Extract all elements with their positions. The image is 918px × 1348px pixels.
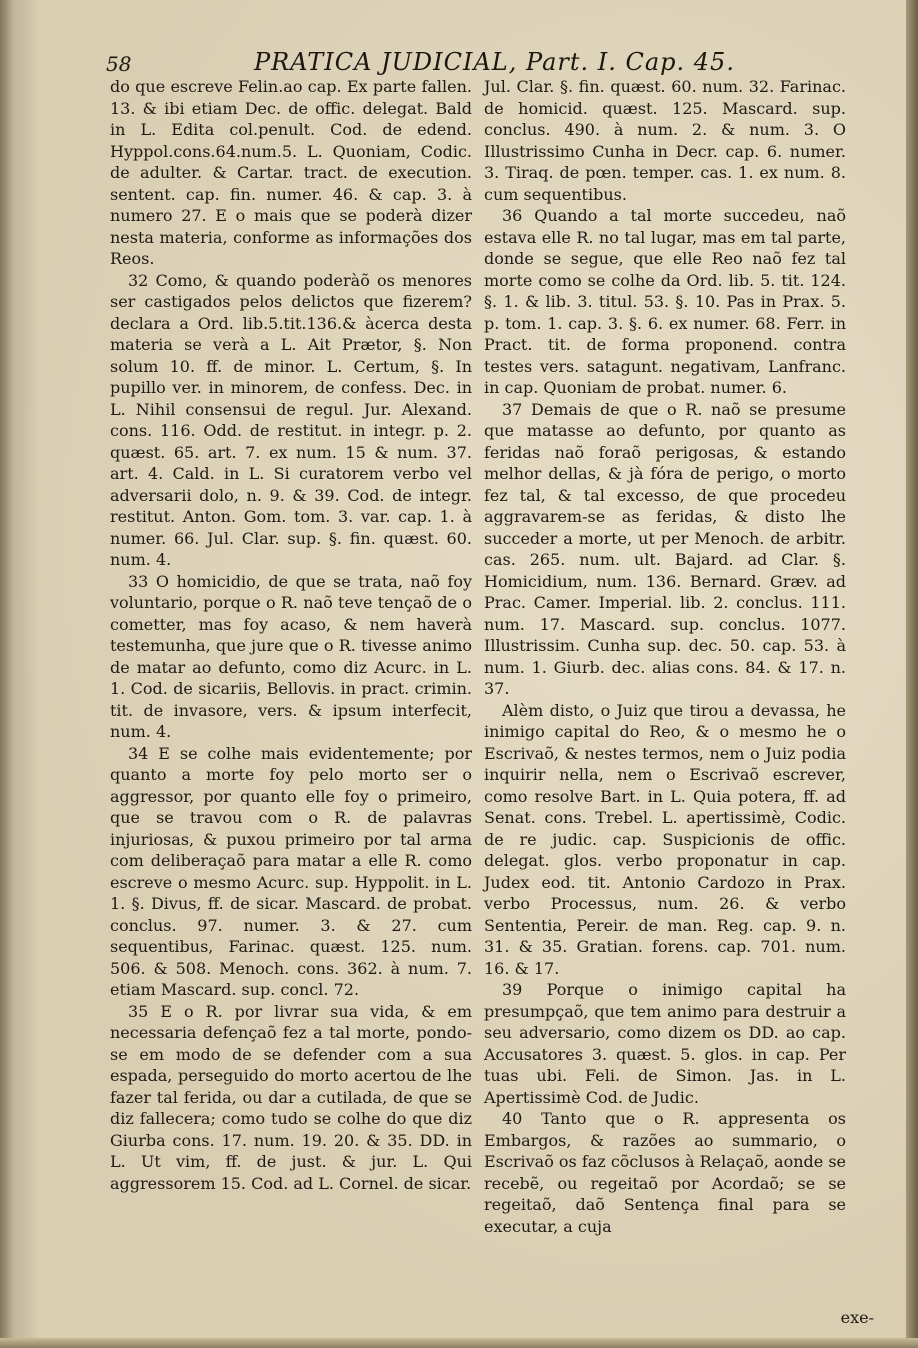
paragraph: 33 O homicidio, de que se trata, naõ foy voluntario, porque o R. naõ teve tençaõ de o cometter, mas foy acaso, & nem haverà testemunha, que jure que o R. tivesse animo de matar ao defunto, como diz Acurc. in L. 1. Cod. de sicariis, Bellovis. in pract. crimin. tit. de invasore, vers. & ipsum interfecit, num. 4. — [110, 571, 472, 741]
paragraph: 35 E o R. por livrar sua vida, & em necessaria defençaõ fez a tal morte, pondo-se em modo de se defender com a sua espada, perseguido do morto acertou de lhe fazer tal ferida, ou dar a cutilada, de que se diz fallecera; como tudo se colhe do que diz Giurba cons. 17. num. 19. 20. & 35. DD. in L. Ut vim, ff. de just. & jur. L. Qui aggressorem 15. Cod. ad L. Cornel. de sicar. — [110, 1001, 472, 1193]
paragraph: Jul. Clar. §. fin. quæst. 60. num. 32. Farinac. de homicid. quæst. 125. Mascard. sup. conclus. 490. à num. 2. & num. 3. O Illustrissimo Cunha in Decr. cap. 6. numer. 3. Tiraq. de pœn. temper. cas. 1. ex num. 8. cum sequentibus. — [484, 77, 846, 204]
page-edge — [906, 0, 918, 1348]
paragraph: 37 Demais de que o R. naõ se presume que matasse ao defunto, por quanto as feridas naõ foraõ perigosas, & estando melhor dellas, & jà fóra de perigo, o morto fez tal, & tal excesso, de que procedeu aggravarem-se as feridas, & disto lhe succeder a morte, ut per Menoch. de arbitr. cas. 265. num. ult. Bajard. ad Clar. §. Homicidium, num. 136. Bernard. Græv. ad Prac. Camer. Imperial. lib. 2. conclus. 111. num. 17. Mascard. sup. conclus. 1077. Illustrissim. Cunha sup. dec. 50. cap. 53. à num. 1. Giurb. dec. alias cons. 84. & 17. n. 37. — [484, 399, 846, 698]
paragraph: 40 Tanto que o R. appresenta os Embargos, & razões ao summario, o Escrivaõ os faz cõclusos à Relaçaõ, aonde se recebẽ, ou regeitaõ por Acordaõ; se se regeitaõ, daõ Sentença final para se executar, a cuja — [484, 1109, 846, 1236]
paragraph: 32 Como, & quando poderàõ os menores ser castigados pelos delictos que fizerem? declara a Ord. lib.5.tit.136.& àcerca desta materia se verà a L. Ait Prætor, §. Non solum 10. ff. de minor. L. Certum, §. In pupillo ver. in minorem, de confess. Dec. in L. Nihil consensui de regul. Jur. Alexand. cons. 116. Odd. de restitut. in integr. p. 2. quæst. 65. art. 7. ex num. 15 & num. 37. art. 4. Cald. in L. Si curatorem verbo vel adversarii dolo, n. 9. & 39. Cod. de integr. restitut. Anton. Gom. tom. 3. var. cap. 1. à numer. 66. Jul. Clar. sup. §. fin. quæst. 60. num. 4. — [110, 270, 472, 569]
paragraph: do que escreve Felin.ao cap. Ex parte fallen. 13. & ibi etiam Dec. de offic. delegat. Bald in L. Edita col.penult. Cod. de edend. Hyppol.cons.64.num.5. L. Quoniam, Codic. de adulter. & Cartar. tract. de execution. sentent. cap. fin. numer. 46. & cap. 3. à numero 27. E o mais que se poderà dizer nesta materia, conforme as informações dos Reos. — [110, 77, 472, 268]
running-head: PRATICA JUDICIAL, Part. I. Cap. 45. — [254, 48, 735, 76]
left-column — [110, 76, 472, 1194]
paragraph: 36 Quando a tal morte succedeu, naõ estava elle R. no tal lugar, mas em tal parte, donde se segue, que elle Reo naõ fez tal morte como se colhe da Ord. lib. 5. tit. 124. §. 1. & lib. 3. titul. 53. §. 10. Pas in Prax. 5. p. tom. 1. cap. 3. §. 6. ex numer. 68. Ferr. in Pract. tit. de forma proponend. contra testes vers. satagunt. negativam, Lanfranc. in cap. Quoniam de probat. numer. 6. — [484, 206, 846, 397]
page-number: 58 — [106, 52, 132, 76]
catchword: exe- — [840, 1308, 874, 1327]
paragraph: 34 E se colhe mais evidentemente; por quanto a morte foy pelo morto ser o aggressor, por quanto elle foy o primeiro, que se travou com o R. de palavras injuriosas, & puxou primeiro por tal arma com deliberaçaõ para matar a elle R. como escreve o mesmo Acurc. sup. Hyppolit. in L. 1. §. Divus, ff. de sicar. Mascard. de probat. conclus. 97. numer. 3. & 27. cum sequentibus, Farinac. quæst. 125. num. 506. & 508. Menoch. cons. 362. à num. 7. etiam Mascard. sup. concl. 72. — [110, 743, 472, 999]
page-bottom-edge — [0, 1338, 918, 1348]
right-column — [484, 76, 846, 1237]
paragraph: 39 Porque o inimigo capital ha presumpçaõ, que tem animo para destruir a seu adversario, como dizem os DD. ao cap. Accusatores 3. quæst. 5. glos. in cap. Per tuas ubi. Feli. de Simon. Jas. in L. Apertissimè Cod. de Judic. — [484, 980, 846, 1107]
paragraph: Alèm disto, o Juiz que tirou a devassa, he inimigo capital do Reo, & o mesmo he o Escrivaõ, & nestes termos, nem o Juiz podia inquirir nella, nem o Escrivaõ escrever, como resolve Bart. in L. Quia potera, ff. ad Senat. cons. Trebel. L. apertissimè, Codic. de re judic. cap. Suspicionis de offic. delegat. glos. verbo proponatur in cap. Judex eod. tit. Antonio Cardozo in Prax. verbo Processus, num. 26. & verbo Sententia, Pereir. de man. Reg. cap. 9. n. 31. & 35. Gratian. forens. cap. 701. num. 16. & 17. — [484, 700, 846, 978]
